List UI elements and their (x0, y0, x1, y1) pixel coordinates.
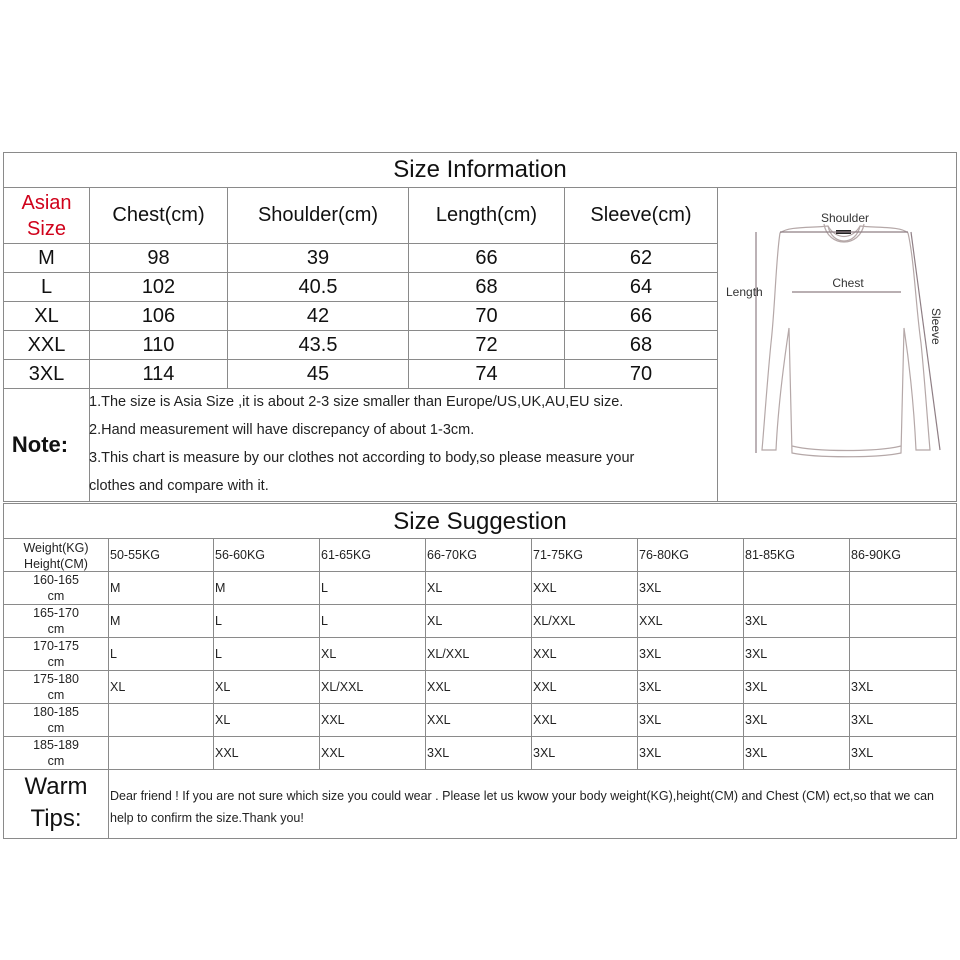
size-cell: 3XL (745, 680, 768, 694)
size-suggestion-table (3, 503, 957, 839)
length-value: 66 (475, 246, 498, 269)
size-cell: XXL (533, 680, 557, 694)
size-cell: XXL (639, 614, 663, 628)
weight-column-header: 66-70KG (427, 548, 478, 562)
size-suggestion-title: Size Suggestion (393, 508, 567, 535)
note-line: clothes and compare with it. (89, 478, 269, 494)
size-cell: 3XL (851, 713, 874, 727)
column-header-chest: Chest(cm) (112, 204, 205, 226)
size-label: L (40, 275, 53, 298)
grid-line (3, 501, 957, 502)
grid-line (3, 703, 957, 704)
size-cell: XXL (533, 581, 557, 595)
column-header-length: Length(cm) (435, 204, 538, 226)
sleeve-value: 62 (629, 246, 653, 269)
grid-line (3, 670, 957, 671)
grid-line (3, 769, 957, 770)
grid-line (3, 604, 957, 605)
height-range: 175-180 (33, 672, 79, 686)
grid-line (637, 539, 638, 770)
size-label: XL (34, 304, 59, 327)
size-cell: 3XL (851, 746, 874, 760)
shoulder-value: 45 (306, 362, 330, 385)
size-cell: XL/XXL (533, 614, 576, 628)
size-cell: 3XL (427, 746, 450, 760)
height-range: 170-175 (33, 639, 79, 653)
size-cell: L (321, 581, 328, 595)
size-cell: XXL (427, 680, 451, 694)
asian-size-label-line2: Size (27, 217, 66, 240)
shoulder-value: 42 (306, 304, 330, 327)
size-cell: 3XL (851, 680, 874, 694)
size-information-title: Size Information (393, 156, 567, 183)
warm-tips-label-line2: Tips: (30, 805, 82, 832)
height-unit: cm (47, 655, 65, 669)
column-header-sleeve: Sleeve(cm) (590, 204, 692, 226)
grid-line (3, 838, 957, 839)
height-row-label (3, 671, 109, 703)
size-cell: 3XL (639, 746, 662, 760)
weight-column-header: 61-65KG (321, 548, 372, 562)
weight-column-header: 81-85KG (745, 548, 796, 562)
height-row-label (3, 638, 109, 670)
weight-column-header: 50-55KG (110, 548, 161, 562)
size-cell: L (321, 614, 328, 628)
note-line: 2.Hand measurement will have discrepancy of about 1-3cm. (89, 422, 475, 438)
size-cell: XL (427, 614, 443, 628)
chest-value: 110 (142, 333, 175, 356)
size-cell: XL/XXL (321, 680, 364, 694)
length-value: 72 (475, 333, 498, 356)
warm-tips-label (3, 771, 109, 835)
size-cell: M (110, 614, 121, 628)
size-cell: 3XL (533, 746, 556, 760)
grid-line (956, 152, 957, 502)
weight-header-label: Weight(KG) (23, 541, 89, 555)
length-label: Length (726, 285, 763, 299)
size-cell: XXL (533, 647, 557, 661)
size-cell: XL/XXL (427, 647, 470, 661)
height-range: 185-189 (33, 738, 79, 752)
height-unit: cm (47, 589, 65, 603)
grid-line (956, 503, 957, 839)
sleeve-label: Sleeve (929, 308, 943, 345)
grid-line (425, 539, 426, 770)
sleeve-value: 68 (629, 333, 653, 356)
grid-line (849, 539, 850, 770)
size-cell: XXL (533, 713, 557, 727)
shirt-outline (762, 224, 930, 457)
chest-value: 114 (142, 362, 175, 385)
size-cell: 3XL (639, 581, 662, 595)
size-cell: 3XL (639, 713, 662, 727)
size-cell: 3XL (745, 614, 768, 628)
size-cell: XXL (321, 713, 345, 727)
chest-value: 106 (141, 304, 176, 327)
size-cell: XL (427, 581, 443, 595)
size-information-table (3, 152, 957, 502)
height-range: 180-185 (33, 705, 79, 719)
size-cell: 3XL (745, 746, 768, 760)
size-cell: L (215, 647, 222, 661)
grid-line (743, 539, 744, 770)
length-value: 70 (475, 304, 498, 327)
height-row-label (3, 704, 109, 736)
shirt-measurement-diagram (718, 188, 956, 501)
chest-label: Chest (832, 276, 864, 290)
warm-tips-text: Dear friend ! If you are not sure which size you could wear . Please let us kwow your body weight(KG),height(CM) and Chest (CM) ect,so that we can help to confirm the size.Thank you! (110, 789, 934, 825)
grid-line (531, 539, 532, 770)
size-cell: 3XL (745, 713, 768, 727)
shoulder-value: 43.5 (298, 333, 338, 356)
size-cell: XL (110, 680, 126, 694)
size-label: XXL (27, 333, 66, 356)
weight-height-header (3, 540, 109, 572)
size-cell: L (110, 647, 117, 661)
sleeve-value: 66 (629, 304, 653, 327)
weight-column-header: 71-75KG (533, 548, 584, 562)
height-unit: cm (47, 622, 65, 636)
sleeve-value: 64 (629, 275, 653, 298)
note-label: Note: (11, 432, 69, 457)
height-row-label (3, 605, 109, 637)
size-cell: 3XL (639, 647, 662, 661)
size-cell: XXL (321, 746, 345, 760)
size-label: M (38, 246, 55, 269)
column-header-shoulder: Shoulder(cm) (257, 204, 379, 226)
note-list (89, 388, 717, 500)
height-row-label (3, 572, 109, 604)
weight-column-header: 86-90KG (851, 548, 902, 562)
size-cell: XXL (215, 746, 239, 760)
size-cell: 3XL (639, 680, 662, 694)
chest-value: 98 (147, 246, 170, 269)
height-row-label (3, 737, 109, 769)
grid-line (3, 571, 957, 572)
asian-size-label-line1: Asian (21, 191, 72, 214)
shoulder-value: 40.5 (298, 275, 338, 298)
grid-line (319, 539, 320, 770)
shoulder-value: 39 (306, 246, 330, 269)
size-cell: 3XL (745, 647, 768, 661)
grid-line (3, 637, 957, 638)
grid-line (213, 539, 214, 770)
grid-line (3, 736, 957, 737)
size-cell: XL (215, 680, 231, 694)
height-range: 165-170 (33, 606, 79, 620)
warm-tips-label-line1: Warm (24, 773, 88, 800)
sleeve-value: 70 (629, 362, 653, 385)
height-unit: cm (47, 688, 65, 702)
height-range: 160-165 (33, 573, 79, 587)
grid-line (3, 503, 957, 504)
asian-size-header (4, 188, 89, 243)
size-cell: M (215, 581, 226, 595)
height-unit: cm (47, 721, 65, 735)
size-cell: XL (321, 647, 337, 661)
chest-value: 102 (141, 275, 176, 298)
weight-column-header: 56-60KG (215, 548, 266, 562)
size-cell: XXL (427, 713, 451, 727)
length-value: 74 (475, 362, 498, 385)
shoulder-label: Shoulder (820, 211, 870, 225)
size-cell: M (110, 581, 121, 595)
weight-column-header: 76-80KG (639, 548, 690, 562)
height-header-label: Height(CM) (24, 557, 88, 571)
size-label: 3XL (28, 362, 65, 385)
note-line: 1.The size is Asia Size ,it is about 2-3 size smaller than Europe/US,UK,AU,EU size. (89, 394, 624, 410)
note-line: 3.This chart is measure by our clothes not according to body,so please measure your (89, 450, 635, 466)
size-cell: L (215, 614, 222, 628)
length-value: 68 (475, 275, 498, 298)
height-unit: cm (47, 754, 65, 768)
size-cell: XL (215, 713, 231, 727)
